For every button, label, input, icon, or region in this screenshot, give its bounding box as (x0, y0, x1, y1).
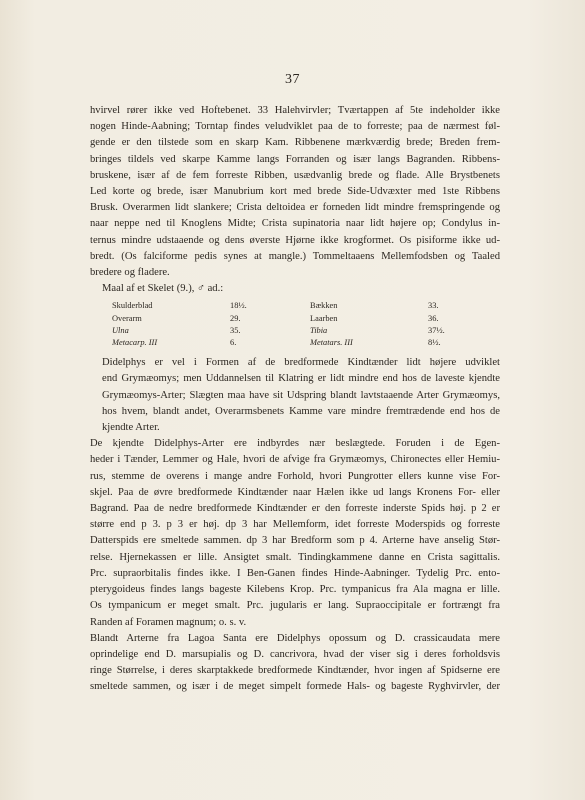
text-line: Bagrand. Paa de nedre bredformede Kindtænder er den forreste inderste Spids høj. p 2 er (90, 503, 500, 515)
text-line: Grymæomys-Arter; Slægten maa have sit Udspring blandt lavtstaaende Arter Grymæomys, (102, 389, 500, 401)
text-line: Randen af Foramen magnum; o. s. v. (90, 616, 247, 628)
text-line: relse. Hjernekassen er lille. Ansigtet smalt. Tindingkammene danne en Crista sagittalis. (90, 551, 500, 563)
text-line: oprindelige end D. marsupialis og D. cancrivora, hvad der viser sig i deres forholdsvis (90, 648, 500, 660)
measure-name: Metacarp. III (112, 338, 158, 348)
text-line: end Grymæomys; men Uddannelsen til Klatring er lidt mindre end hos de laveste kjendte (102, 373, 500, 385)
table-row (112, 313, 445, 325)
text-line: større end p 3. p 3 er høj. dp 3 har Mellemform, idet forreste Moderspids og forreste (90, 519, 500, 531)
measure-value: 18½. (230, 301, 247, 311)
table-row (112, 337, 445, 349)
measure-name: Laarben (310, 313, 338, 323)
measure-name: Tibia (310, 325, 328, 335)
measure-value: 36. (428, 313, 439, 323)
text-line: nogen Hinde-Aabning; Torntap findes veludviklet paa de to forreste; paa de nærmest føl- (90, 121, 500, 133)
text-line: bredere og fladere. (90, 267, 170, 279)
paragraph-2 (90, 355, 500, 436)
text-line: skjel. Paa de øvre bredformede Kindtænder naar Hælen ikke ud langs Kronens For- eller (90, 486, 500, 498)
paragraph-3 (90, 436, 500, 630)
measure-value: 6. (230, 338, 237, 348)
text-line: hvirvel rører ikke ved Hoftebenet. 33 Halehvirvler; Tværtappen af 5te indeholder ikke (90, 105, 500, 116)
text-line: De kjendte Didelphys-Arter ere indbyrdes nær beslægtede. Foruden i de Egen- (90, 438, 500, 450)
measure-name: Ulna (112, 325, 129, 335)
text-line: ternus mindre udstaaende og dens øverste Hjørne ikke krogformet. Os pisiforme ikke ud- (90, 234, 500, 246)
text-line: heder i Tænder, Lemmer og Hale, hvori de afvige fra Grymæomys, Chironectes eller Hemiu- (90, 454, 500, 466)
text-line: rus, stemme de overens i mange andre Forhold, hvori Pungrotter ellers kunne vise For- (90, 470, 500, 482)
measure-value: 37½. (428, 325, 445, 335)
measure-name: Skulderblad (112, 301, 153, 311)
text-line: Datterspids ere smeltede sammen. dp 3 har Bredform som p 4. Arterne have anselig Stør- (90, 535, 500, 547)
paragraph-1 (90, 103, 500, 281)
measure-value: 29. (230, 313, 241, 323)
table-row (112, 325, 445, 337)
text-line: hos hvem, blandt andet, Overarmsbenets Kamme vare mindre fremtrædende end hos de (102, 405, 500, 417)
text-line: Brusk. Overarmen lidt slankere; Crista deltoidea er forneden lidt mindre fremspringende og (90, 202, 500, 214)
text-line: Didelphys er vel i Formen af de bredformede Kindtænder lidt højere udviklet (102, 357, 500, 369)
text-line: ringe Størrelse, i deres skarptakkede bredformede Kindtænder, hvor ingen af Spidserne ere (90, 665, 500, 677)
text-line: smeltede sammen, og især i de meget simpelt formede Hals- og bageste Ryghvirvler, der (90, 681, 500, 693)
table-row (112, 300, 445, 312)
measure-value: 33. (428, 301, 439, 311)
text-line: Os tympanicum er meget smalt. Prc. jugularis er lang. Supraoccipitale er fortrængt fra (90, 600, 500, 612)
text-line: kjendte Arter. (102, 422, 160, 434)
text-line: naar neppe ned til Knoglens Midte; Crista supinatoria naar lidt højere op; Condylus in- (90, 218, 500, 230)
text-line: Prc. supraorbitalis findes ikke. I Ben-Ganen findes Hinde-Aabninger. Tydelig Prc. ento- (90, 567, 500, 579)
measures-table (112, 300, 445, 349)
text-line: gende er den tilstede som en skarp Kam. Ribbenene mærkværdig brede; Breden frem- (90, 137, 500, 149)
text-line: pterygoideus findes langs bageste Kilebens Krop. Prc. tympanicus fra Ala magna er lille. (90, 584, 500, 596)
text-line: bringes tildels ved skarpe Kamme langs Forranden og især langs Bagranden. Ribbens- (90, 153, 500, 165)
measure-value: 8½. (428, 338, 441, 348)
page-number: 37 (285, 72, 300, 87)
text-line: Blandt Arterne fra Lagoa Santa ere Didelphys opossum og D. crassicaudata mere (90, 632, 500, 644)
text-line: bredt. (Os falciforme pedis synes at mangle.) Tommeltaaens Mellemfodsben og Taaled (90, 250, 500, 262)
paragraph-4 (90, 631, 500, 696)
measure-name: Metatars. III (310, 338, 353, 348)
body-text (90, 103, 500, 696)
measure-name: Bækken (310, 301, 338, 311)
measure-value: 35. (230, 325, 241, 335)
text-line: Led korte og brede, især Manubrium kort med brede Side-Udvæxter med 1ste Ribbens (90, 186, 500, 198)
measure-name: Overarm (112, 313, 142, 323)
text-line: bruskene, især af de fem forreste Ribben, usædvanlig brede og flade. Alle Brystbenets (90, 169, 500, 181)
measures-title: Maal af et Skelet (9.), ♂ ad.: (102, 283, 224, 295)
